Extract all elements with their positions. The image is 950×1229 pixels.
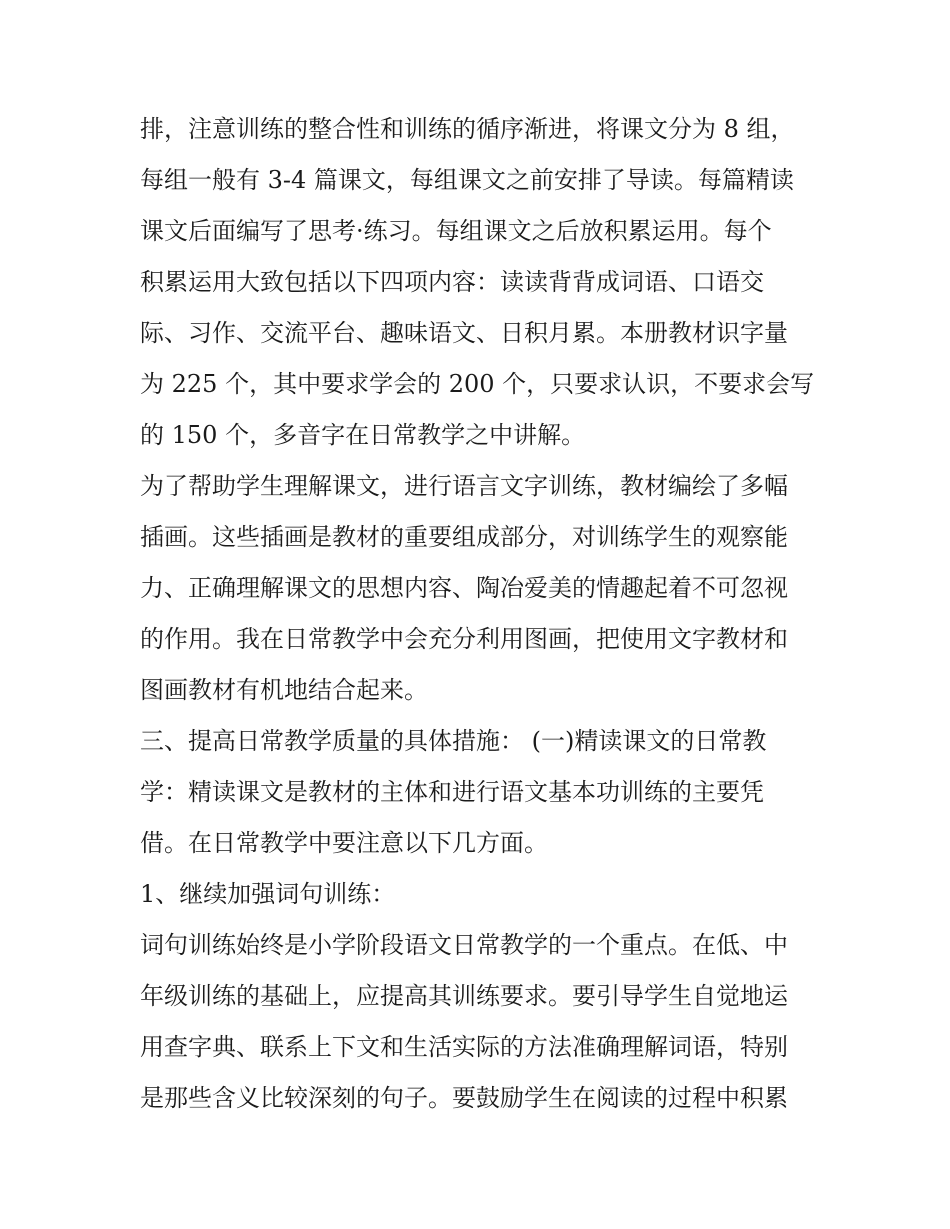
text-line: 的作用。我在日常教学中会充分利用图画，把使用文字教材和 [140,625,788,653]
text-line: 图画教材有机地结合起来。 [140,676,428,704]
text-line: 力、正确理解课文的思想内容、陶冶爱美的情趣起着不可忽视 [140,574,788,602]
text-line: 用查字典、联系上下文和生活实际的方法准确理解词语，特别 [140,1033,788,1061]
text-line: 积累运用大致包括以下四项内容：读读背背成词语、口语交 [140,268,764,296]
text-line: 是那些含义比较深刻的句子。要鼓励学生在阅读的过程中积累 [140,1084,788,1112]
text-line: 借。在日常教学中要注意以下几方面。 [140,829,548,857]
subheading: 1、继续加强词句训练： [140,880,396,908]
text-line: 词句训练始终是小学阶段语文日常教学的一个重点。在低、中 [140,931,788,959]
text-line: 为 225 个，其中要求学会的 200 个，只要求认识，不要求会写 [140,370,815,398]
text-line: 学：精读课文是教材的主体和进行语文基本功训练的主要凭 [140,778,764,806]
text-line: 年级训练的基础上，应提高其训练要求。要引导学生自觉地运 [140,982,788,1010]
text-line: 插画。这些插画是教材的重要组成部分，对训练学生的观察能 [140,523,788,551]
section-heading: 三、提高日常教学质量的具体措施： (一)精读课文的日常教 [140,727,767,755]
text-line: 课文后面编写了思考·练习。每组课文之后放积累运用。每个 [140,217,772,245]
body-text [140,104,820,1124]
text-line: 每组一般有 3-4 篇课文，每组课文之前安排了导读。每篇精读 [140,166,794,194]
text-line: 为了帮助学生理解课文，进行语言文字训练，教材编绘了多幅 [140,472,788,500]
text-line: 的 150 个，多音字在日常教学之中讲解。 [140,421,586,449]
text-line: 排，注意训练的整合性和训练的循序渐进，将课文分为 8 组， [140,115,795,143]
text-line: 际、习作、交流平台、趣味语文、日积月累。本册教材识字量 [140,319,788,347]
